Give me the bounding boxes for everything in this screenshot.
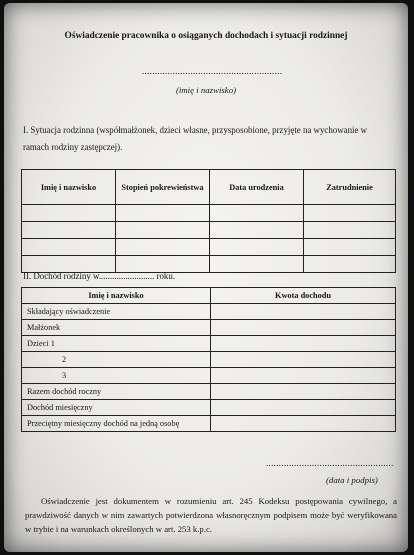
row-label: Przeciętny miesięczny dochód na jedną osobę [22, 416, 211, 432]
amount-cell[interactable] [211, 336, 396, 352]
table-row [22, 416, 396, 432]
table-cell[interactable] [210, 239, 304, 256]
row-label: Składający oświadczenie [22, 304, 211, 320]
signature-caption: (data i podpis) [326, 475, 378, 485]
table-cell[interactable] [22, 239, 116, 256]
family-situation-table [21, 169, 396, 273]
table-cell[interactable] [304, 239, 396, 256]
table-cell[interactable] [116, 256, 210, 273]
header-income-amount: Kwota dochodu [211, 288, 396, 304]
signature-dotted-line: .................................................. [266, 458, 394, 468]
legal-footer: Oświadczenie jest dokumentem w rozumieniu art. 245 Kodeksu postępowania cywilnego, a prawdziwość danych w nim zawartych potwierdzona własnoręcznym podpisem może być weryfikowana w trybie i na warunkach określonych w art. 253 k.p.c. [25, 496, 397, 534]
table-cell[interactable] [22, 222, 116, 239]
table-cell[interactable] [304, 205, 396, 222]
row-label: Małżonek [22, 320, 211, 336]
section2-heading: II. Dochód rodziny w......................... roku. [23, 271, 176, 281]
table-header-row [22, 288, 396, 304]
row-label: Dzieci 1 [22, 336, 211, 352]
table-row [22, 384, 396, 400]
table-cell[interactable] [210, 256, 304, 273]
table-cell[interactable] [116, 239, 210, 256]
header-employment: Zatrudnienie [304, 170, 396, 205]
table-row [22, 205, 396, 222]
document-title: Oświadczenie pracownika o osiąganych dochodach i sytuacji rodzinnej [64, 31, 348, 41]
table-cell[interactable] [304, 222, 396, 239]
table-cell[interactable] [116, 205, 210, 222]
row-label: Razem dochód roczny [22, 384, 211, 400]
table-cell[interactable] [304, 256, 396, 273]
table-row [22, 352, 396, 368]
table-cell[interactable] [210, 205, 304, 222]
amount-cell[interactable] [211, 384, 396, 400]
table-row [22, 304, 396, 320]
table-cell[interactable] [22, 205, 116, 222]
amount-cell[interactable] [211, 304, 396, 320]
document-page [4, 3, 408, 552]
row-label: 2 [22, 352, 211, 368]
table-row [22, 336, 396, 352]
table-header-row [22, 170, 396, 205]
table-row [22, 400, 396, 416]
name-dotted-line: ....................................................... [142, 66, 283, 76]
header-name: Imię i nazwisko [22, 288, 211, 304]
table-row [22, 368, 396, 384]
amount-cell[interactable] [211, 416, 396, 432]
header-name: Imię i nazwisko [22, 170, 116, 205]
table-cell[interactable] [22, 256, 116, 273]
row-label: Dochód miesięczny [22, 400, 211, 416]
table-cell[interactable] [210, 222, 304, 239]
amount-cell[interactable] [211, 352, 396, 368]
table-row [22, 320, 396, 336]
header-birth-date: Data urodzenia [210, 170, 304, 205]
amount-cell[interactable] [211, 368, 396, 384]
table-row [22, 256, 396, 273]
section1-text: I. Sytuacja rodzinna (współmałżonek, dzieci własne, przysposobione, przyjęte na wychowanie w ramach rodziny zastępczej). [23, 125, 368, 152]
row-label: 3 [22, 368, 211, 384]
table-cell[interactable] [116, 222, 210, 239]
name-caption: (imię i nazwisko) [175, 85, 237, 95]
table-row [22, 222, 396, 239]
family-income-table [21, 287, 396, 432]
header-relationship: Stopień pokrewieństwa [116, 170, 210, 205]
amount-cell[interactable] [211, 400, 396, 416]
amount-cell[interactable] [211, 320, 396, 336]
table-row [22, 239, 396, 256]
